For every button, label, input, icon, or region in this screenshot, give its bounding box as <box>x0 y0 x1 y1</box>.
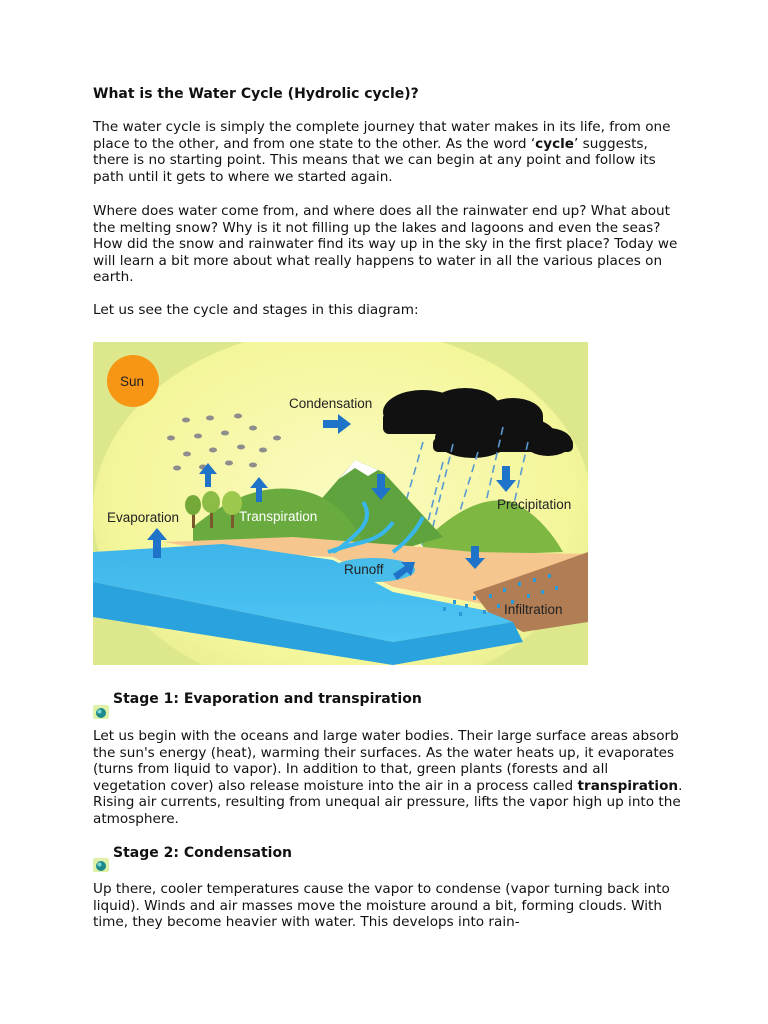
stage-2-paragraph: Up there, cooler temperatures cause the vapor to condense (vapor turning back into liquid). Winds and air masses move the moisture around a bit, forming clouds. With time, they become heavier with water. This develops into rain- <box>93 881 670 931</box>
intro-text-b: ’ suggests, there is no starting point. This means that we can begin at any point and follow its path until it gets to where we started again. <box>93 135 656 185</box>
intro-text-a: The water cycle is simply the complete journey that water makes in its life, from one place to the other, and from one state to the other. As the word ‘ <box>93 119 671 152</box>
stage-1-heading: Stage 1: Evaporation and transpiration <box>113 691 422 707</box>
stage-1-text-b: . Rising air currents, resulting from unequal air pressure, lifts the vapor high up into the atmosphere. <box>93 777 683 827</box>
questions-paragraph: Where does water come from, and where does all the rainwater end up? What about the melting snow? Why is it not filling up the lakes and lagoons and even the seas? How did the snow and rainwater find its way up in the sky in the first place? Today we will learn a bit more about what really happens to water in all the various places on earth. <box>93 203 678 286</box>
label-runoff: Runoff <box>344 562 384 577</box>
label-precipitation: Precipitation <box>497 497 572 512</box>
intro-bold-cycle: cycle <box>535 135 575 152</box>
bullet-icon <box>93 705 109 719</box>
diagram-intro: Let us see the cycle and stages in this diagram: <box>93 302 419 318</box>
label-sun: Sun <box>120 374 145 389</box>
bullet-icon <box>93 858 109 872</box>
intro-paragraph <box>93 119 683 185</box>
water-cycle-illustration <box>93 342 588 665</box>
stage-1-bold-transpiration: transpiration <box>577 777 679 794</box>
page-title: What is the Water Cycle (Hydrolic cycle)? <box>93 86 419 102</box>
label-evaporation: Evaporation <box>107 510 180 525</box>
label-transpiration: Transpiration <box>239 509 318 524</box>
stage-1-text-a: Let us begin with the oceans and large water bodies. Their large surface areas absorb the sun's energy (heat), warming their surfaces. As the water heats up, it evaporates (turns from liquid to vapor). In addition to that, green plants (forests and all vegetation cover) also release moisture into the air in a process called <box>93 728 679 794</box>
label-infiltration: Infiltration <box>504 602 563 617</box>
label-condensation: Condensation <box>289 396 373 411</box>
water-cycle-diagram <box>93 342 588 665</box>
stage-1-paragraph <box>93 728 683 828</box>
stage-2-heading: Stage 2: Condensation <box>113 845 293 861</box>
